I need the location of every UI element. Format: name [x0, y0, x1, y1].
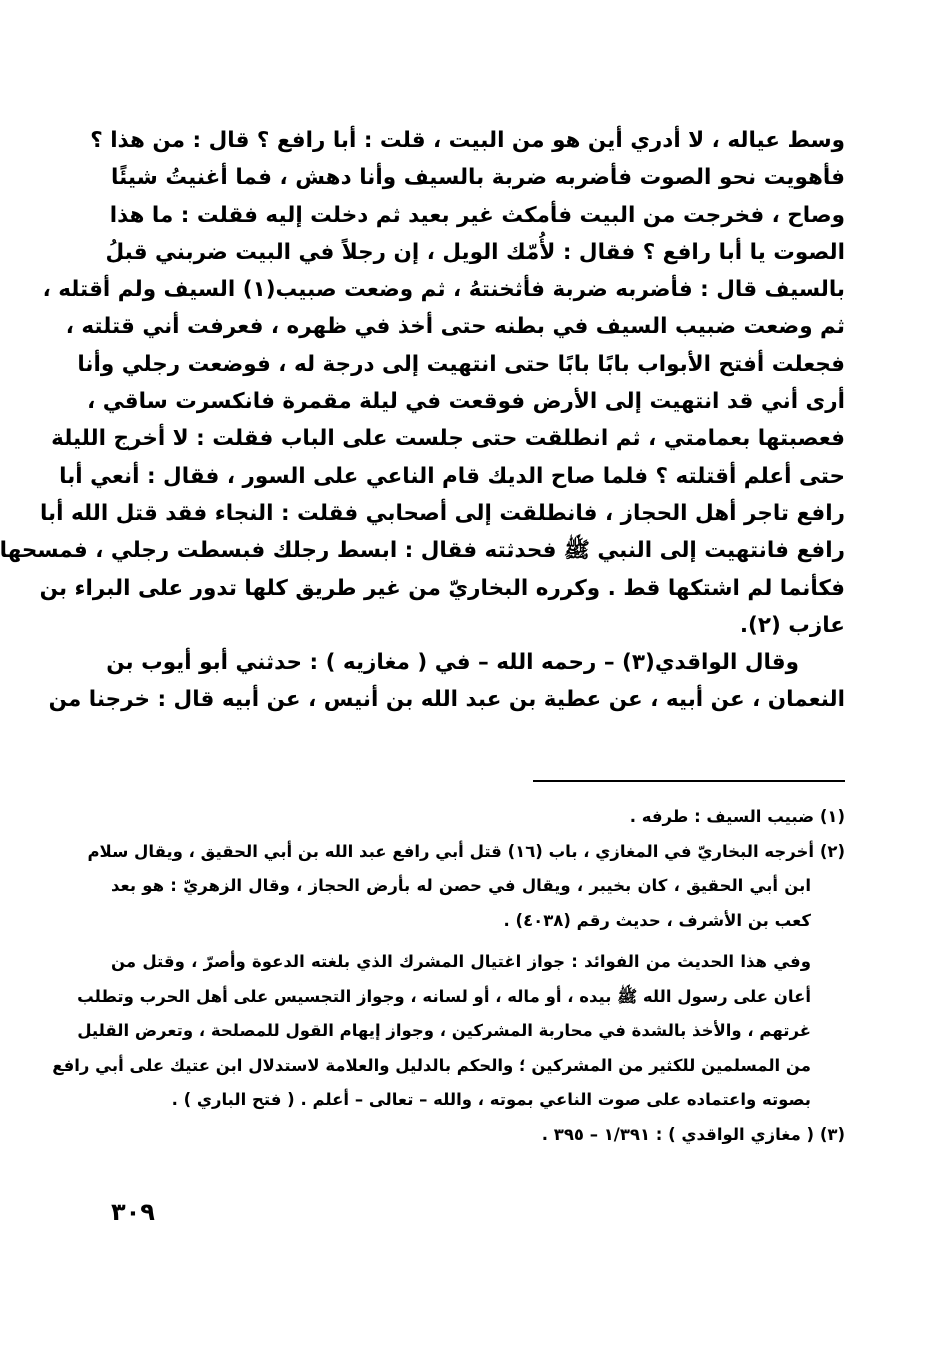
body-line: وسط عياله ، لا أدري أين هو من البيت ، قلت : أبا رافع ؟ قال : من هذا ؟	[90, 128, 845, 153]
body-line: ثم وضعت ضبيب السيف في بطنه حتى أخذ في ظهره ، فعرفت أني قتلته ،	[65, 314, 845, 340]
footnote-line: أعان على رسول الله ﷺ بيده ، أو ماله ، أو لسانه ، وجواز التجسيس على أهل الحرب وتطلب	[77, 986, 811, 1006]
body-line: وقال الواقدي(٣) – رحمه الله – في ( مغازيه ) : حدثني أبو أيوب بن	[106, 650, 799, 676]
body-line: رافع تاجر أهل الحجاز ، فانطلقت إلى أصحابي فقلت : النجاء فقد قتل الله أبا	[39, 500, 845, 526]
body-line: أرى أني قد انتهيت إلى الأرض فوقعت في ليلة مقمرة فانكسرت ساقي ،	[87, 389, 845, 415]
footnote-line: وفي هذا الحديث من الفوائد : جواز اغتيال المشرك الذي بلغته الدعوة وأصرّ ، وقتل من	[111, 952, 811, 971]
footnote-line: كعب بن الأشرف ، حديث رقم (٤٠٣٨) .	[503, 910, 811, 930]
footnotes-section	[52, 800, 845, 1152]
body-line: رافع فانتهيت إلى النبي ﷺ فحدثته فقال : ابسط رجلك فبسطت رجلي ، فمسحها	[0, 538, 845, 564]
body-line: الصوت يا أبا رافع ؟ فقال : لأُمّك الويل ، إن رجلاً في البيت ضربني قبلُ	[105, 239, 845, 265]
body-line: فأهويت نحو الصوت فأضربه ضربة بالسيف وأنا دهش ، فما أغنيتُ شيئًا	[111, 165, 845, 191]
footnote-separator	[533, 780, 845, 782]
footnote-line: (٢) أخرجه البخاريّ في المغازي ، باب (١٦) قتل أبي رافع عبد الله بن أبي الحقيق ، ويقال سلام	[87, 841, 845, 861]
page-number: ٣٠٩	[111, 1198, 155, 1226]
body-line: عازب (٢).	[739, 612, 845, 638]
main-body-text	[0, 122, 845, 719]
body-line: فكأنما لم اشتكها قط . وكرره البخاريّ من غير طريق كلها تدور على البراء بن	[39, 575, 845, 601]
footnote-line: (١) ضبيب السيف : طرفه .	[629, 807, 845, 826]
footnote-line: من المسلمين للكثير من المشركين ؛ والحكم بالدليل والعلامة لاستدلال ابن عتيك على أبي رافع	[52, 1055, 811, 1075]
body-line: فعصبتها بعمامتي ، ثم انطلقت حتى جلست على الباب فقلت : لا أخرج الليلة	[51, 426, 845, 452]
body-line: فجعلت أفتح الأبواب بابًا بابًا حتى انتهيت إلى درجة له ، فوضعت رجلي وأنا	[77, 351, 845, 377]
footnote-line: ابن أبي الحقيق ، كان بخيبر ، ويقال في حصن له بأرض الحجاز ، وقال الزهريّ : هو بعد	[111, 876, 811, 895]
footnote-line: بصوته واعتماده على صوت الناعي بموته ، والله – تعالى – أعلم . ( فتح الباري ) .	[171, 1090, 811, 1109]
body-line: وصاح ، فخرجت من البيت فأمكث غير بعيد ثم دخلت إليه فقلت : ما هذا	[109, 202, 845, 228]
footnote-line: (٣) ( مغازي الواقدي ) : ١/٣٩١ – ٣٩٥ .	[541, 1124, 845, 1144]
body-line: بالسيف قال : فأضربه ضربة فأثخنتهُ ، ثم وضعت صبيب(١) السيف ولم أقتله ،	[42, 277, 845, 303]
footnote-line: غرتهم ، والأخذ بالشدة في محاربة المشركين ، وجواز إيهام القول للمصلحة ، وتعرض القليل	[77, 1021, 811, 1040]
body-line: النعمان ، عن أبيه ، عن عطية بن عبد الله بن أنيس ، عن أبيه قال : خرجنا من	[48, 687, 845, 713]
body-line: حتى أعلم أقتلته ؟ فلما صاح الديك قام الناعي على السور ، فقال : أنعي أبا	[59, 463, 845, 489]
